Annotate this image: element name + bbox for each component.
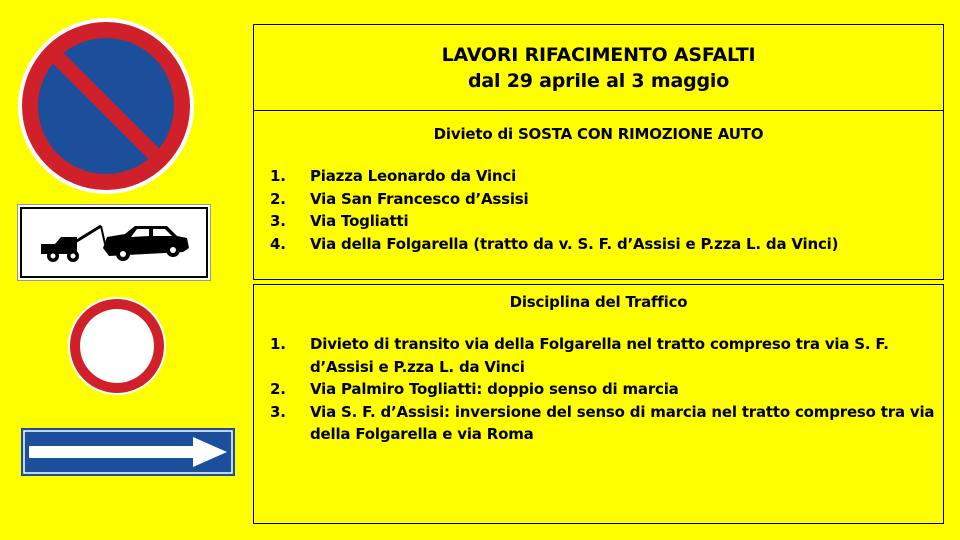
item-text: Via S. F. d’Assisi: inversione del senso di marcia nel tratto compreso tra via della Folgarella e via Roma [310, 402, 935, 443]
item-number: 4. [270, 234, 286, 253]
no-transit-sign-icon [67, 296, 167, 396]
item-text: Via San Francesco d’Assisi [310, 189, 529, 208]
tow-away-plate-icon [17, 204, 211, 281]
item-number: 2. [270, 189, 286, 208]
item-number: 3. [270, 402, 286, 421]
title-box [253, 24, 944, 111]
title-line-1: LAVORI RIFACIMENTO ASFALTI [441, 43, 756, 66]
traffic-rules-box [253, 284, 944, 524]
item-number: 3. [270, 212, 286, 230]
list-item [254, 233, 943, 256]
item-number: 1. [270, 167, 286, 185]
parking-restrictions-box [253, 110, 944, 280]
one-way-arrow-sign-icon [21, 428, 235, 476]
item-number: 1. [270, 335, 286, 353]
title-line-2: dal 29 aprile al 3 maggio [467, 69, 730, 92]
list-item [254, 401, 943, 446]
item-text: Piazza Leonardo da Vinci [310, 167, 517, 185]
traffic-rule-list [254, 333, 943, 446]
list-item [254, 165, 943, 188]
item-text: Via Togliatti [310, 212, 409, 230]
list-item [254, 188, 943, 211]
list-item [254, 378, 943, 401]
item-text: Divieto di transito via della Folgarella nel tratto compreso tra via S. F. d’Assisi e P.zza L. da Vinci [310, 335, 889, 376]
traffic-heading: Disciplina del Traffico [509, 293, 688, 311]
parking-heading: Divieto di SOSTA CON RIMOZIONE AUTO [433, 125, 764, 143]
item-text: Via Palmiro Togliatti: doppio senso di marcia [310, 380, 679, 398]
no-parking-sign-icon [16, 16, 196, 196]
item-number: 2. [270, 380, 286, 398]
item-text: Via della Folgarella (tratto da v. S. F. d’Assisi e P.zza L. da Vinci) [310, 234, 839, 253]
list-item [254, 333, 943, 378]
parking-street-list [254, 165, 943, 255]
list-item [254, 210, 943, 233]
